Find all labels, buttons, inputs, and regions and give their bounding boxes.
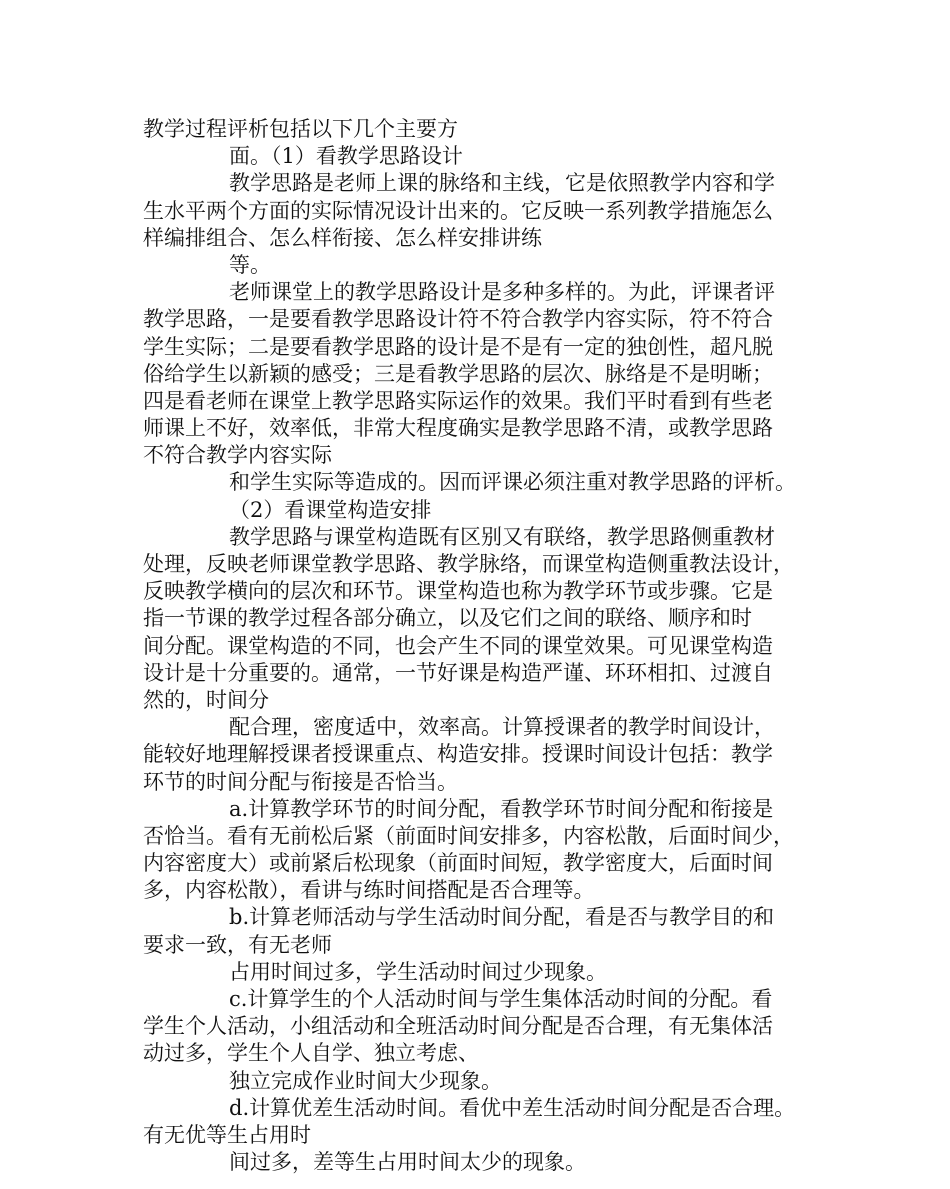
text-line: 环节的时间分配与衔接是否恰当。 xyxy=(143,769,458,794)
text-line: c.计算学生的个人活动时间与学生集体活动时间的分配。看 xyxy=(229,987,773,1011)
text-line: 然的，时间分 xyxy=(143,687,269,712)
text-line: 反映教学横向的层次和环节。课堂构造也称为教学环节或步骤。它是 xyxy=(143,579,773,604)
text-line: 教学思路是老师上课的脉络和主线，它是依照教学内容和学 xyxy=(229,171,775,196)
text-line: 有无优等生占用时 xyxy=(143,1122,311,1147)
text-line: 生水平两个方面的实际情况设计出来的。它反映一系列教学措施怎么 xyxy=(143,198,773,223)
text-line: 教学过程评析包括以下几个主要方 xyxy=(143,117,458,141)
text-line: 间过多，差等生占用时间太少的现象。 xyxy=(229,1150,586,1175)
text-line: 指一节课的教学过程各部分确立，以及它们之间的联络、顺序和时 xyxy=(143,606,752,631)
text-line: 教学思路，一是要看教学思路设计符不符合教学内容实际，符不符合 xyxy=(143,307,773,332)
text-line: 否恰当。看有无前松后紧（前面时间安排多，内容松散，后面时间少， xyxy=(143,823,794,848)
text-line: 处理，反映老师课堂教学思路、教学脉络，而课堂构造侧重教法设计， xyxy=(143,552,794,576)
text-line: 四是看老师在课堂上教学思路实际运作的效果。我们平时看到有些老 xyxy=(143,388,773,413)
text-line: a.计算教学环节的时间分配，看教学环节时间分配和衔接是 xyxy=(229,796,774,821)
text-line: （2）看课堂构造安排 xyxy=(229,497,432,522)
text-line: 占用时间过多，学生活动时间过少现象。 xyxy=(229,959,607,984)
text-line: 样编排组合、怎么样衔接、怎么样安排讲练 xyxy=(143,225,542,250)
text-line: 能较好地理解授课者授课重点、构造安排。授课时间设计包括：教学 xyxy=(143,742,773,767)
text-line: 间分配。课堂构造的不同，也会产生不同的课堂效果。可见课堂构造 xyxy=(143,633,773,658)
text-line: 和学生实际等造成的。因而评课必须注重对教学思路的评析。 xyxy=(229,470,796,495)
text-line: 教学思路与课堂构造既有区别又有联络，教学思路侧重教材 xyxy=(229,524,775,549)
text-line: 学生个人活动，小组活动和全班活动时间分配是否合理，有无集体活 xyxy=(143,1014,773,1039)
text-line: 独立完成作业时间大少现象。 xyxy=(229,1068,502,1093)
text-line: 俗给学生以新颖的感受；三是看教学思路的层次、脉络是不是明晰； xyxy=(143,361,773,386)
text-line: 老师课堂上的教学思路设计是多种多样的。为此，评课者评 xyxy=(229,280,775,305)
text-line: 面。（1）看教学思路设计 xyxy=(229,144,463,169)
text-line: 多，内容松散），看讲与练时间搭配是否合理等。 xyxy=(143,878,595,903)
text-line: 师课上不好，效率低，非常大程度确实是教学思路不清，或教学思路 xyxy=(143,416,773,441)
text-line: 学生实际；二是要看教学思路的设计是不是有一定的独创性，超凡脱 xyxy=(143,334,773,359)
text-line: 内容密度大）或前紧后松现象（前面时间短，教学密度大，后面时间 xyxy=(143,851,773,876)
text-line: b.计算老师活动与学生活动时间分配，看是否与教学目的和 xyxy=(229,905,775,930)
text-line: 不符合教学内容实际 xyxy=(143,443,332,468)
document-body-text xyxy=(143,116,833,1176)
text-line: 要求一致，有无老师 xyxy=(143,932,332,957)
text-line: 配合理，密度适中，效率高。计算授课者的教学时间设计， xyxy=(229,715,775,740)
text-line: 设计是十分重要的。通常，一节好课是构造严谨、环环相扣、过渡自 xyxy=(143,660,773,685)
text-line: 动过多，学生个人自学、独立考虑、 xyxy=(143,1041,479,1066)
text-line: d.计算优差生活动时间。看优中差生活动时间分配是否合理。 xyxy=(229,1095,796,1120)
text-line: 等。 xyxy=(229,252,271,277)
